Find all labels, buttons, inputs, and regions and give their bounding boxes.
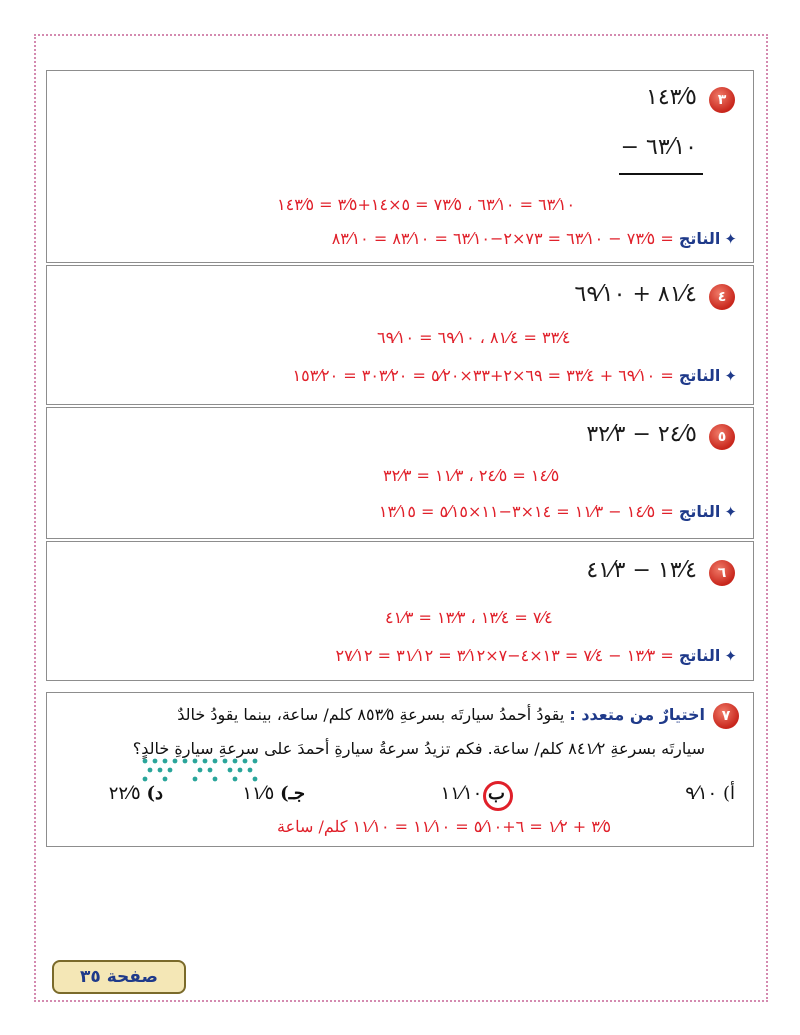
mc-question-line-1: [177, 701, 705, 729]
work-line: ٣٣⁄٤ = ٨١⁄٤ ، ٦٩⁄١٠ = ٦٩⁄١٠: [377, 328, 571, 347]
result-expression: = ١٣⁄٣ − ٧⁄٤ = ١٣×٤−٧×٣⁄١٢ = ٣١⁄١٢ = ٢٧⁄١٢: [335, 646, 674, 665]
mc-title: اختيارٌ من متعدد :: [569, 705, 705, 724]
result-expression: = ٦٩⁄١٠ + ٣٣⁄٤ = ٦٩×٢+٣٣×٥⁄٢٠ = ٣٠٣⁄٢٠ = ١٥٣⁄٢٠: [292, 366, 674, 385]
work-line: ١٤⁄٥ = ٢٤⁄٥ ، ١١⁄٣ = ٣٢⁄٣: [383, 466, 560, 485]
exercise-number-badge: ٦: [709, 560, 735, 586]
exercise-5-panel: [46, 407, 754, 539]
diamond-icon: ✦: [724, 230, 737, 248]
exercise-4-panel: [46, 265, 754, 405]
choice-c[interactable]: [242, 783, 305, 804]
selected-answer-circle: [483, 781, 513, 811]
result-line: [332, 229, 737, 248]
problem-expression: ١٣⁄٤ − ٤١⁄٣: [586, 558, 697, 583]
mc-work-line: ٣⁄٥ + ١⁄٢ = ٦+٥⁄١٠ = ١١⁄١٠ = ١١⁄١٠ كلم/ ساعة: [277, 817, 612, 836]
choice-c-value: ١١⁄٥: [242, 783, 275, 804]
exercise-number-badge: ٣: [709, 87, 735, 113]
choice-c-letter: جـ): [280, 783, 305, 804]
choice-a[interactable]: [685, 783, 735, 804]
subtraction-line: [619, 173, 703, 175]
problem-expression: ٨١⁄٤ + ٦٩⁄١٠: [574, 282, 697, 307]
choice-b-value: ١١⁄١٠: [440, 783, 483, 804]
diamond-icon: ✦: [724, 367, 737, 385]
diamond-icon: ✦: [724, 503, 737, 521]
diamond-icon: ✦: [724, 647, 737, 665]
result-label: الناتج: [678, 502, 721, 521]
problem-minuend: ١٤٣⁄٥: [646, 85, 697, 110]
result-line: [335, 646, 737, 665]
result-label: الناتج: [678, 366, 721, 385]
exercise-7-panel: [46, 692, 754, 847]
mc-question-line-2: سيارتَه بسرعةِ ٨٤١⁄٢ كلم/ ساعة. فكم تزيدُ سرعةُ سيارةِ أحمدَ على سرعةِ سيارةِ خالدٍ؟: [132, 739, 705, 758]
choice-a-value: ٩⁄١٠: [685, 783, 718, 804]
choice-d-value: ٢٢⁄٥: [108, 783, 141, 804]
work-line: ٦٣⁄١٠ = ٦٣⁄١٠ ، ٧٣⁄٥ = ٥×١٤+٣⁄٥ = ١٤٣⁄٥: [277, 195, 576, 214]
result-expression: = ١٤⁄٥ − ١١⁄٣ = ١٤×٣−١١×٥⁄١٥ = ١٣⁄١٥: [378, 502, 674, 521]
exercise-number-badge: ٥: [709, 424, 735, 450]
choice-d-letter: د): [146, 783, 163, 804]
mc-question-text-1: يقودُ أحمدُ سيارتَه بسرعةِ ٨٥٣⁄٥ كلم/ ساعة، بينما يقودُ خالدٌ: [177, 705, 565, 724]
result-label: الناتج: [678, 646, 721, 665]
page-number-tab: صفحة ٣٥: [52, 960, 186, 994]
exercise-6-panel: [46, 541, 754, 681]
exercise-number-badge: ٧: [713, 703, 739, 729]
choice-b-letter: ب: [488, 783, 505, 804]
result-line: [379, 502, 737, 521]
work-line: ٧⁄٤ = ١٣⁄٤ ، ١٣⁄٣ = ٤١⁄٣: [385, 608, 553, 627]
choice-a-letter: أ): [722, 783, 735, 804]
result-line: [293, 366, 737, 385]
choice-d[interactable]: [109, 783, 163, 804]
exercise-3-panel: [46, 70, 754, 263]
problem-subtrahend: ٦٣⁄١٠ −: [620, 135, 697, 160]
result-expression: = ٧٣⁄٥ − ٦٣⁄١٠ = ٧٣×٢−٦٣⁄١٠ = ٨٣⁄١٠ = ٨٣⁄١٠: [331, 229, 674, 248]
problem-expression: ٢٤⁄٥ − ٣٢⁄٣: [586, 422, 697, 447]
exercise-number-badge: ٤: [709, 284, 735, 310]
result-label: الناتج: [678, 229, 721, 248]
